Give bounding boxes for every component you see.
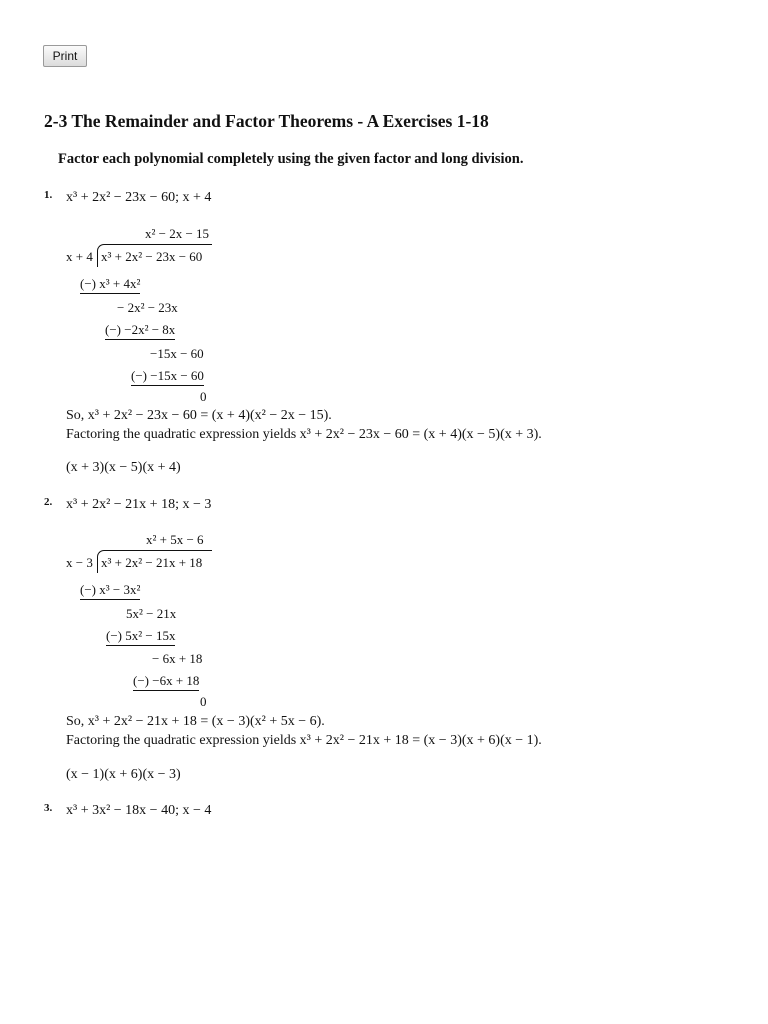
quotient: x² − 2x − 15 xyxy=(145,226,210,241)
instructions: Factor each polynomial completely using the given factor and long division. xyxy=(58,151,524,167)
divisor: x − 3 xyxy=(66,555,93,570)
division-step: (−) x³ − 3x² xyxy=(80,582,140,600)
divisor: x + 4 xyxy=(66,249,93,264)
exercise-number: 2. xyxy=(44,496,53,508)
conclusion-line: So, x³ + 2x² − 23x − 60 = (x + 4)(x² − 2x − 15). xyxy=(66,408,332,423)
exercise-number: 1. xyxy=(44,189,53,201)
exercise-number: 3. xyxy=(44,802,53,814)
division-step: − 6x + 18 xyxy=(152,651,203,666)
conclusion-line: So, x³ + 2x² − 21x + 18 = (x − 3)(x² + 5x − 6). xyxy=(66,714,325,729)
quotient: x² + 5x − 6 xyxy=(146,532,204,547)
division-step: 5x² − 21x xyxy=(126,606,177,621)
exercise-answer: (x + 3)(x − 5)(x + 4) xyxy=(66,460,181,475)
dividend: x³ + 2x² − 21x + 18 xyxy=(101,555,203,570)
division-step: (−) −2x² − 8x xyxy=(105,322,175,340)
factoring-line: Factoring the quadratic expression yields x³ + 2x² − 21x + 18 = (x − 3)(x + 6)(x − 1). xyxy=(66,733,542,748)
factoring-line: Factoring the quadratic expression yields x³ + 2x² − 23x − 60 = (x + 4)(x − 5)(x + 3). xyxy=(66,427,542,442)
exercise-problem: x³ + 2x² − 23x − 60; x + 4 xyxy=(66,190,212,205)
dividend: x³ + 2x² − 23x − 60 xyxy=(101,249,203,264)
remainder: 0 xyxy=(200,694,207,709)
print-button[interactable]: Print xyxy=(43,45,87,67)
remainder: 0 xyxy=(200,389,207,404)
division-step: (−) −6x + 18 xyxy=(133,673,199,691)
division-step: − 2x² − 23x xyxy=(117,300,178,315)
exercise-answer: (x − 1)(x + 6)(x − 3) xyxy=(66,767,181,782)
division-step: (−) 5x² − 15x xyxy=(106,628,175,646)
division-step: (−) −15x − 60 xyxy=(131,368,204,386)
page-title: 2-3 The Remainder and Factor Theorems - A Exercises 1-18 xyxy=(44,111,489,131)
division-step: (−) x³ + 4x² xyxy=(80,276,140,294)
exercise-problem: x³ + 2x² − 21x + 18; x − 3 xyxy=(66,497,212,512)
exercise-problem: x³ + 3x² − 18x − 40; x − 4 xyxy=(66,803,212,818)
division-step: −15x − 60 xyxy=(150,346,204,361)
